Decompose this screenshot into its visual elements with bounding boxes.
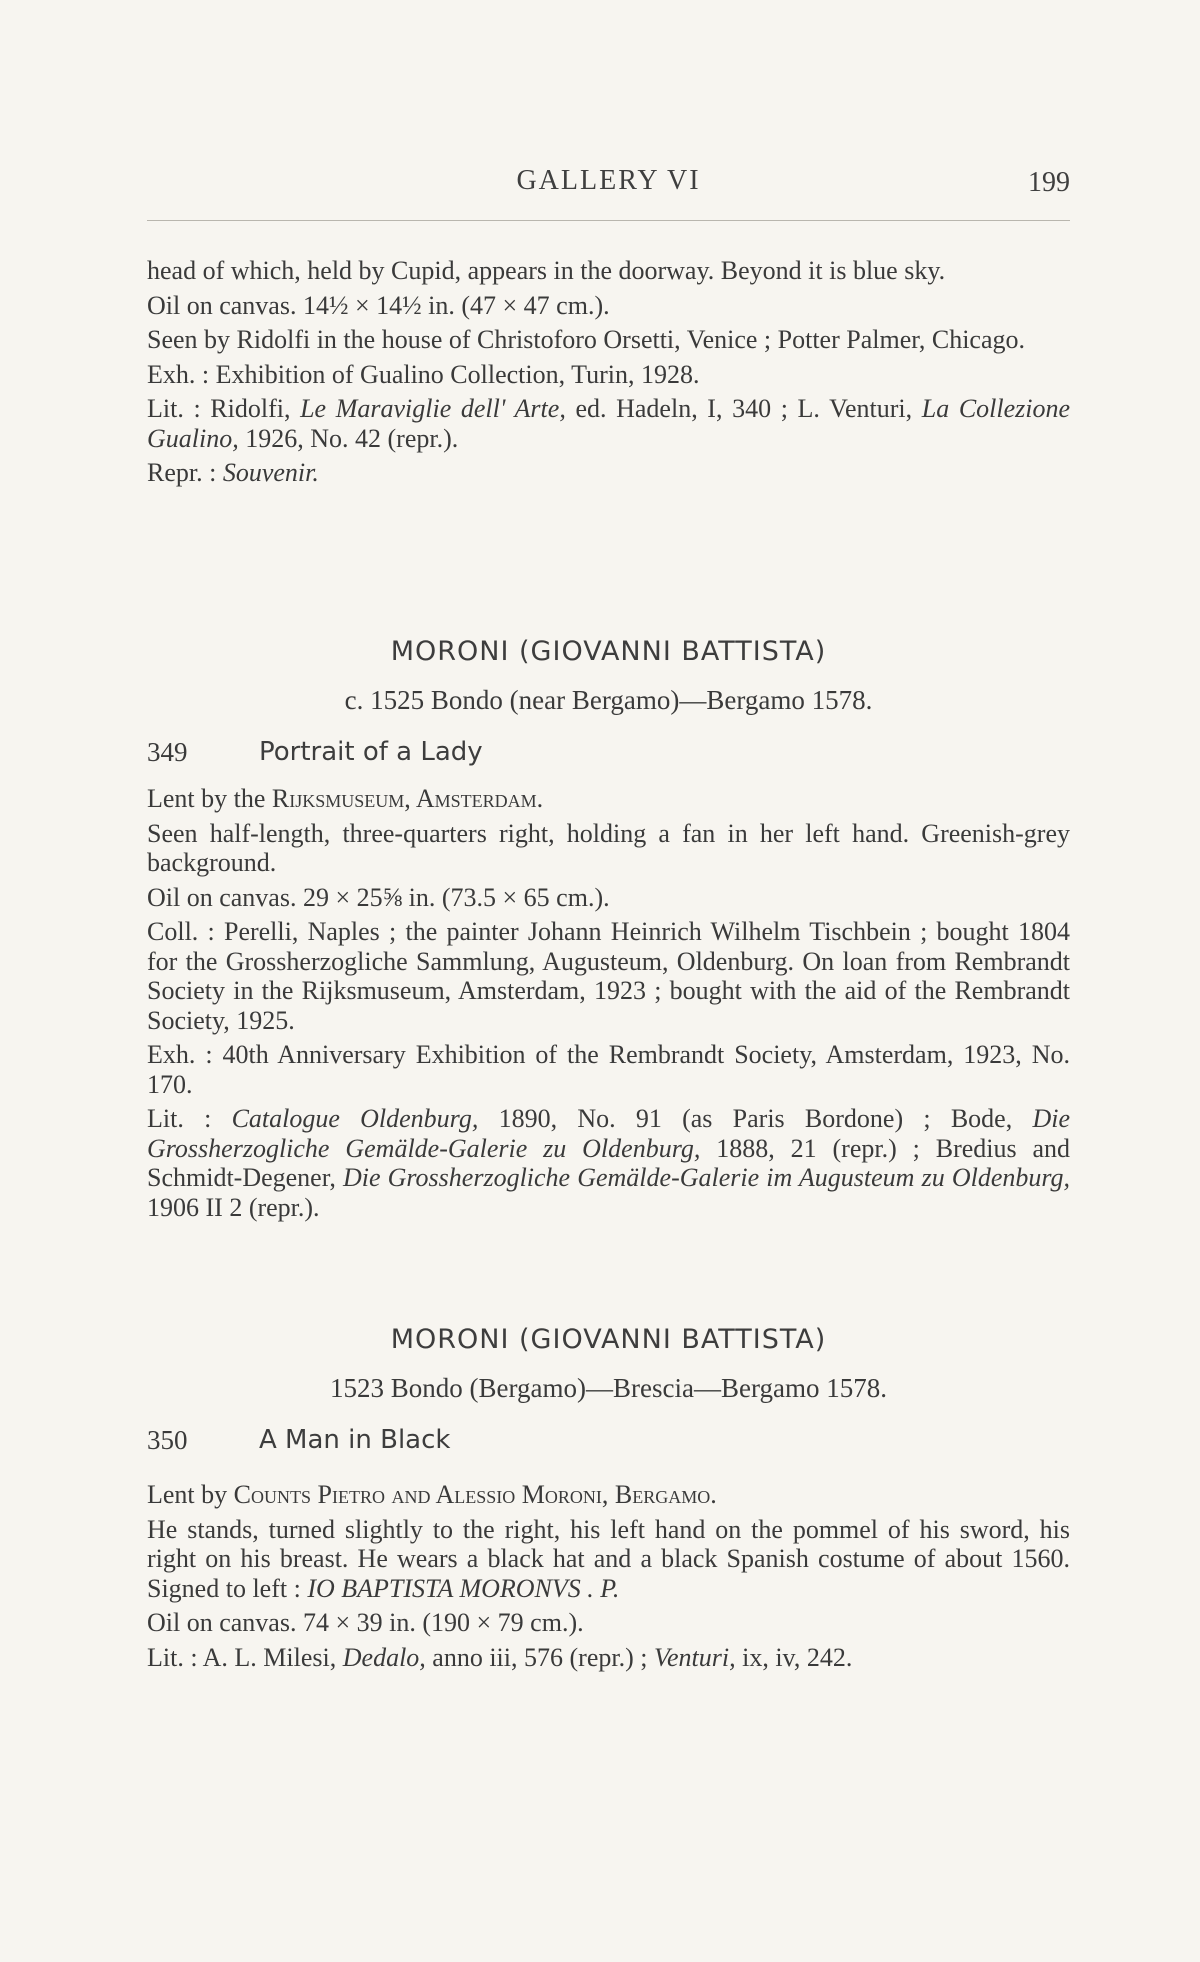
collection-history: Coll. : Perelli, Naples ; the painter Johann Heinrich Wilhelm Tischbein ; bought 1804 for the Grossherzogliche Sammlung, Augusteum, Oldenburg. On loan from Rembrandt Society in the Rijksmuseum, Amsterdam, 1923 ; bought with the aid of the Rembrandt Society, 1925. xyxy=(147,917,1070,1035)
lender: Counts Pietro and Alessio Moroni, Bergamo. xyxy=(233,1480,717,1509)
continued-provenance: Seen by Ridolfi in the house of Christoforo Orsetti, Venice ; Potter Palmer, Chicago. xyxy=(147,325,1026,354)
description: Seen half-length, three-quarters right, holding a fan in her left hand. Greenish-grey background. xyxy=(147,818,1070,877)
entry-350-body xyxy=(147,1480,1070,1677)
page-number: 199 xyxy=(1028,167,1070,198)
artwork-title: A Man in Black xyxy=(259,1425,451,1455)
artist-dates-350: 1523 Bondo (Bergamo)—Brescia—Bergamo 1578. xyxy=(330,1373,887,1403)
artist-heading-350: MORONI (GIOVANNI BATTISTA) xyxy=(390,1324,827,1355)
artist-dates-349: c. 1525 Bondo (near Bergamo)—Bergamo 1578. xyxy=(344,685,873,715)
lender: Rijksmuseum, Amsterdam. xyxy=(271,784,544,813)
artist-heading-349: MORONI (GIOVANNI BATTISTA) xyxy=(390,636,827,667)
literature: Lit. : A. L. Milesi, Dedalo, anno iii, 576 (repr.) ; Venturi, ix, iv, 242. xyxy=(147,1642,853,1672)
continued-medium-line xyxy=(147,291,1070,321)
medium-line: Oil on canvas. 74 × 39 in. (190 × 79 cm.). xyxy=(147,1608,584,1637)
catalogue-number: 350 xyxy=(147,1425,188,1455)
signature: IO BAPTISTA MORONVS . P. xyxy=(307,1573,620,1603)
continued-reproduction: Repr. : Souvenir. xyxy=(147,458,319,487)
lender-line: Lent by Counts Pietro and Alessio Moroni, Bergamo. xyxy=(147,1480,717,1509)
entry-349-body xyxy=(147,784,1070,1227)
size-inches: 14½ × 14½ in. xyxy=(302,290,455,320)
running-title: GALLERY VI xyxy=(516,165,701,196)
header-rule xyxy=(147,220,1070,221)
size-cm: (47 × 47 cm.). xyxy=(461,290,610,320)
continued-exhibition: Exh. : Exhibition of Gualino Collection, Turin, 1928. xyxy=(147,359,700,389)
exhibition-history: Exh. : 40th Anniversary Exhibition of the Rembrandt Society, Amsterdam, 1923, No. 170. xyxy=(147,1040,1070,1099)
lender-line: Lent by the Rijksmuseum, Amsterdam. xyxy=(147,784,544,813)
literature: Lit. : Catalogue Oldenburg, 1890, No. 91 (as Paris Bordone) ; Bode, Die Grossherzogliche Gemälde-Galerie zu Oldenburg, 1888, 21 (repr.) ; Bredius and Schmidt-Degener, Die Grossherzogliche Gemälde-Galerie im Augusteum zu Oldenburg, 1906 II 2 (repr.). xyxy=(147,1104,1071,1222)
continued-entry xyxy=(147,256,1070,493)
page-header xyxy=(147,165,1070,205)
description: He stands, turned slightly to the right, his left hand on the pommel of his sword, his right on his breast. He wears a black hat and a black Spanish costume of about 1560. Signed to left : IO BAPTISTA MORONVS . P. xyxy=(147,1514,1070,1603)
artwork-title: Portrait of a Lady xyxy=(259,737,483,767)
medium-line: Oil on canvas. 29 × 25⅝ in. (73.5 × 65 cm.). xyxy=(147,882,610,912)
medium: Oil on canvas. xyxy=(147,290,297,320)
catalogue-number: 349 xyxy=(147,737,188,767)
continued-literature: Lit. : Ridolfi, Le Maraviglie dell' Arte, ed. Hadeln, I, 340 ; L. Venturi, La Collezione Gualino, 1926, No. 42 (repr.). xyxy=(147,394,1071,453)
continued-description: head of which, held by Cupid, appears in the doorway. Beyond it is blue sky. xyxy=(147,256,946,285)
